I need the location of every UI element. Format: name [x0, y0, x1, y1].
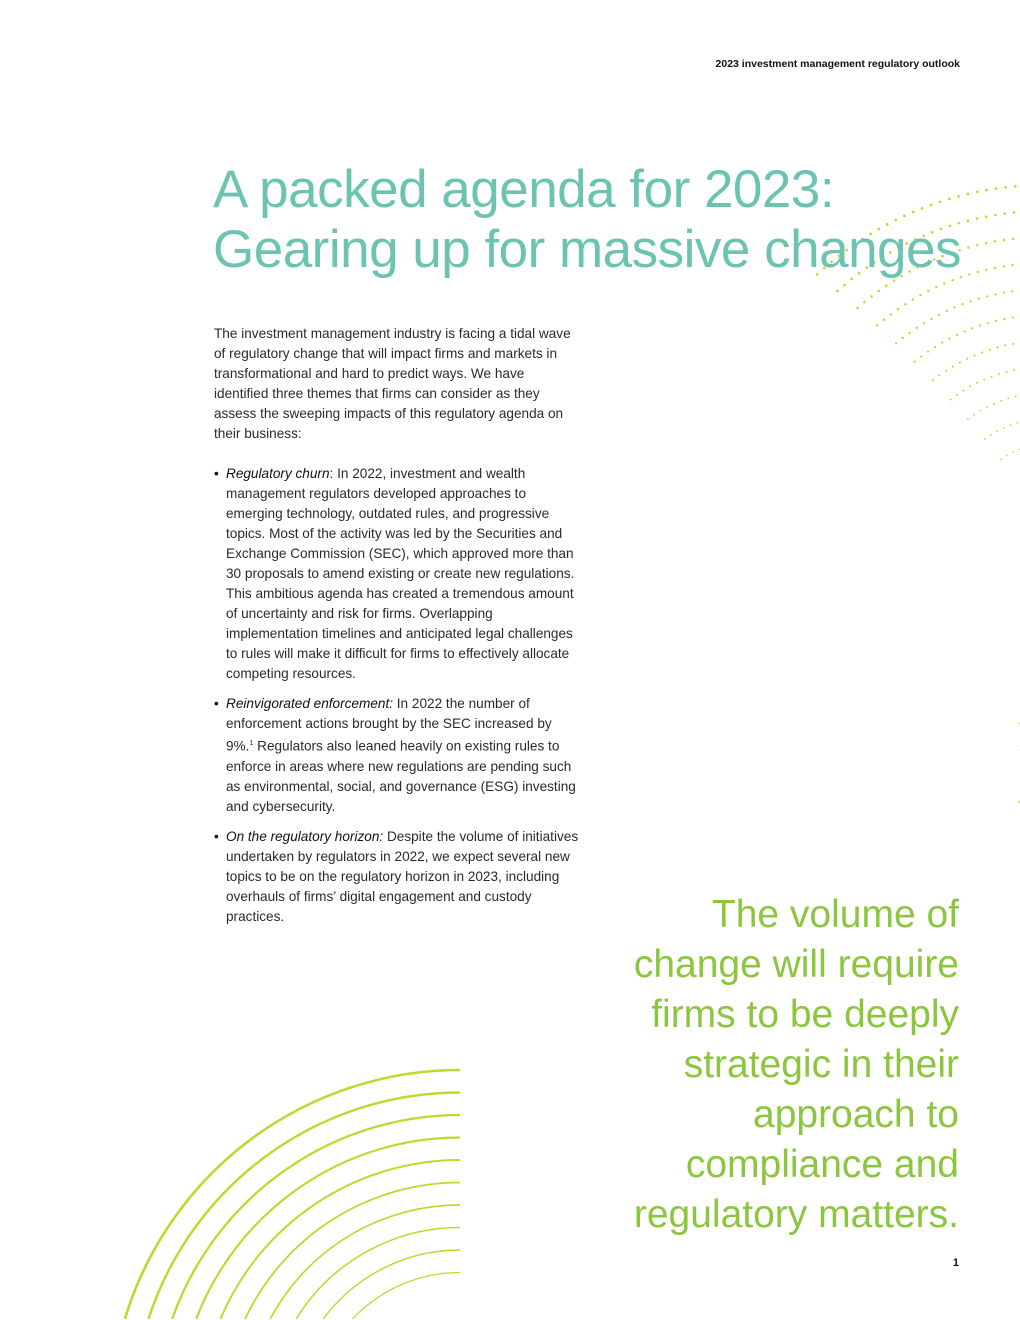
- quote-line: change will require: [633, 943, 959, 986]
- dotted-arc: [985, 419, 1020, 621]
- dotted-arc: [1001, 445, 1020, 595]
- pull-quote: [634, 890, 959, 1240]
- solid-arc: [323, 1250, 460, 1319]
- solid-arc: [220, 1160, 460, 1319]
- bullet-text: Regulators also leaned heavily on existing rules to enforce in areas where new regulations are pending such as environmental, social, and governance (ESG) investing and cybersecurity.: [226, 738, 576, 814]
- dotted-arc: [837, 211, 1020, 829]
- footnote-ref[interactable]: 1: [249, 740, 254, 747]
- running-header: 2023 investment management regulatory outlook: [715, 58, 960, 70]
- solid-arc: [270, 1205, 460, 1319]
- page-title: [213, 160, 961, 280]
- solid-arc: [196, 1138, 460, 1320]
- title-line: Gearing up for massive changes: [213, 220, 962, 279]
- solid-arc: [353, 1273, 461, 1320]
- bullet-text: Despite the volume of initiatives undertaken by regulators in 2022, we expect several new topics to be on the regulatory horizon in 2023, including overhauls of firms’ digital engagement and custody practices.: [226, 828, 579, 924]
- list-item: [214, 464, 579, 684]
- dotted-arc: [857, 237, 1020, 803]
- page-number: 1: [952, 1257, 959, 1269]
- list-item: [214, 694, 579, 817]
- bullet-lead: Regulatory churn: [226, 466, 330, 481]
- theme-list: [214, 464, 579, 927]
- dotted-arc: [877, 263, 1020, 777]
- quote-line: strategic in their: [683, 1043, 959, 1086]
- separator: :: [329, 466, 338, 481]
- solid-arc: [172, 1115, 460, 1319]
- title-line: A packed agenda for 2023:: [213, 160, 835, 219]
- dotted-arc: [968, 393, 1020, 647]
- quote-line: firms to be deeply: [651, 993, 959, 1036]
- bullet-lead: On the regulatory horizon:: [226, 828, 384, 844]
- solid-arc: [148, 1093, 460, 1320]
- quote-line: compliance and: [685, 1143, 959, 1186]
- dotted-arc: [951, 367, 1020, 673]
- dotted-arc: [915, 315, 1020, 725]
- dotted-arc: [896, 289, 1020, 751]
- body-text: [214, 324, 579, 937]
- quote-line: approach to: [753, 1093, 959, 1136]
- intro-paragraph: The investment management industry is facing a tidal wave of regulatory change that will impact firms and markets in transformational and hard to predict ways. We have identified three themes that firms can consider as they assess the sweeping impacts of this regulatory agenda on their business:: [214, 326, 571, 441]
- bullet-text: In 2022 the number of enforcement actions brought by the SEC increased by 9%.: [226, 696, 552, 754]
- quote-line: regulatory matters.: [633, 1193, 959, 1236]
- solid-arc: [296, 1227, 460, 1319]
- dotted-arc: [933, 341, 1020, 699]
- dotted-arc: [817, 185, 1020, 855]
- quote-line: The volume of: [711, 893, 959, 936]
- solid-arc: [245, 1183, 460, 1320]
- bullet-text: In 2022, investment and wealth management regulators developed approaches to emerging technology, outdated rules, and progressive topics. Most of the activity was led by the Securities and Exchange Commission (SEC), which approved more than 30 proposals to amend existing or create new regulations. This ambitious agenda has created a tremendous amount of uncertainty and risk for firms. Overlapping implementation timelines and anticipated legal challenges to rules will make it difficult for firms to effectively allocate competing resources.: [226, 466, 575, 681]
- list-item: [214, 827, 579, 927]
- bullet-lead: Reinvigorated enforcement:: [226, 696, 393, 711]
